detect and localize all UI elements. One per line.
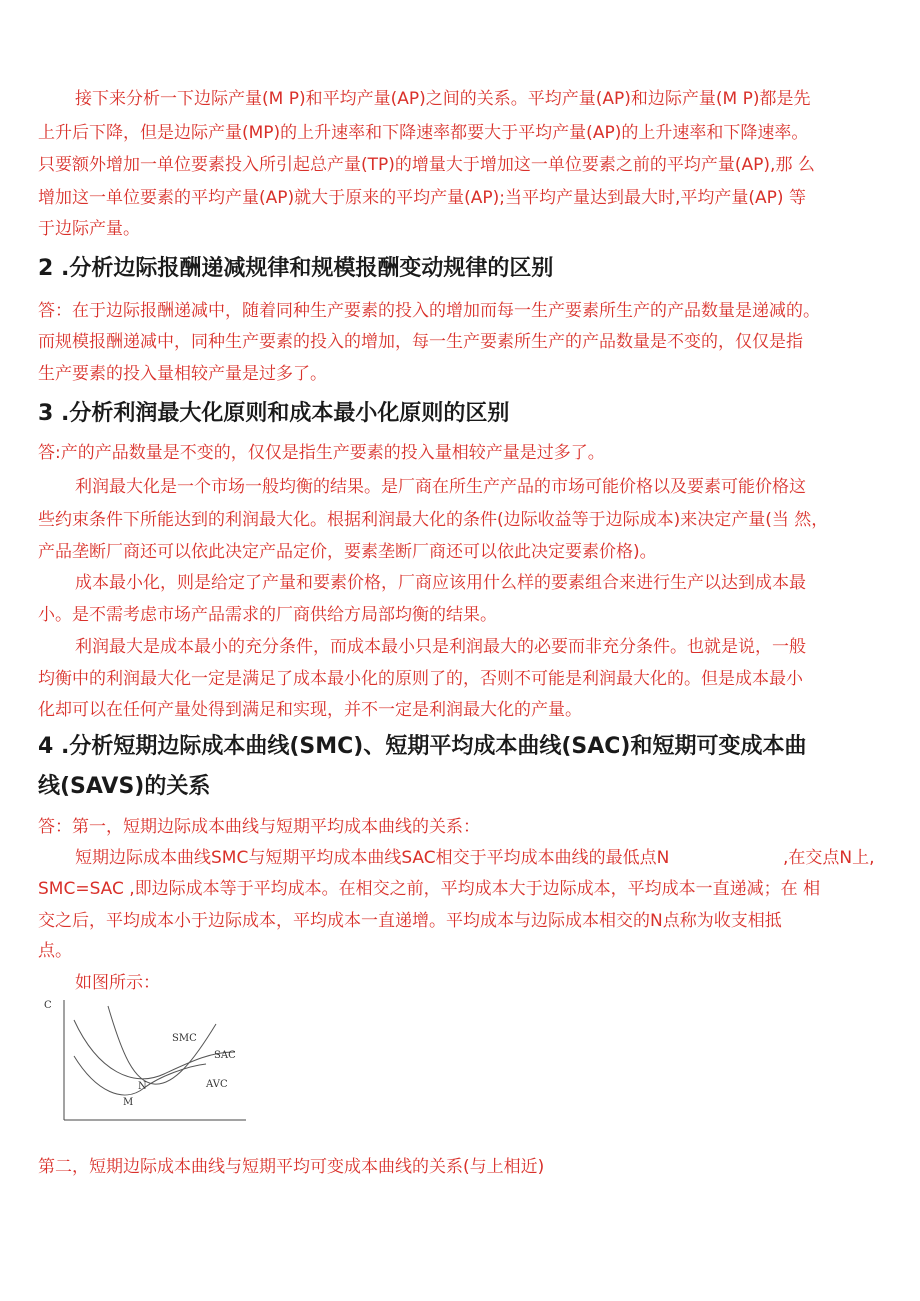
q3-answer: 答:产的产品数量是不变的，仅仅是指生产要素的投入量相较产量是过多了。 bbox=[38, 443, 605, 463]
q3-p3-line-3: 化却可以在任何产量处得到满足和实现，并不一定是利润最大化的产量。 bbox=[38, 700, 582, 720]
n-point-label: N bbox=[138, 1081, 147, 1092]
q2-answer-line-3: 生产要素的投入量相较产量是过多了。 bbox=[38, 364, 327, 384]
cost-curves-figure bbox=[38, 996, 248, 1126]
q3-p1-line-1: 利润最大化是一个市场一般均衡的结果。是厂商在所生产产品的市场可能价格以及要素可能价格这 bbox=[75, 477, 806, 497]
sac-curve bbox=[74, 1020, 234, 1079]
q4-heading-line-2: 线(SAVS)的关系 bbox=[38, 774, 211, 799]
q4-heading-line-1: 4 .分析短期边际成本曲线(SMC)、短期平均成本曲线(SAC)和短期可变成本曲 bbox=[38, 734, 807, 759]
q2-answer-line-1: 答：在于边际报酬递减中，随着同种生产要素的投入的增加而每一生产要素所生产的产品数量是递减的。 bbox=[38, 301, 820, 321]
smc-curve bbox=[108, 1006, 216, 1084]
q3-p3-line-1: 利润最大是成本最小的充分条件，而成本最小只是利润最大的必要而非充分条件。也就是说，一般 bbox=[75, 637, 806, 657]
q3-p2-line-1: 成本最小化，则是给定了产量和要素价格，厂商应该用什么样的要素组合来进行生产以达到成本最 bbox=[75, 573, 806, 593]
q4-p1-line-3: 交之后，平均成本小于边际成本，平均成本一直递增。平均成本与边际成本相交的N点称为收支相抵 bbox=[38, 911, 782, 931]
q2-answer-line-2: 而规模报酬递减中，同种生产要素的投入的增加，每一生产要素所生产的产品数量是不变的，仅仅是指 bbox=[38, 332, 803, 352]
m-point-label: M bbox=[123, 1097, 134, 1108]
intro-line-5: 于边际产量。 bbox=[38, 219, 140, 239]
figure-caption: 如图所示： bbox=[75, 973, 160, 993]
q3-p1-line-2: 些约束条件下所能达到的利润最大化。根据利润最大化的条件(边际收益等于边际成本)来决定产量(当 然， bbox=[38, 510, 829, 530]
q4-p1-line-1b: ,在交点N上, bbox=[783, 848, 875, 868]
intro-line-2: 上升后下降，但是边际产量(MP)的上升速率和下降速率都要大于平均产量(AP)的上升速率和下降速率。 bbox=[38, 123, 809, 143]
q3-p2-line-2: 小。是不需考虑市场产品需求的厂商供给方局部均衡的结果。 bbox=[38, 605, 497, 625]
smc-label: SMC bbox=[172, 1033, 197, 1044]
intro-line-4: 增加这一单位要素的平均产量(AP)就大于原来的平均产量(AP);当平均产量达到最大时,平均产量(AP) 等 bbox=[38, 188, 806, 208]
q3-p1-line-3: 产品垄断厂商还可以依此决定产品定价，要素垄断厂商还可以依此决定要素价格)。 bbox=[38, 542, 657, 562]
q4-p1-line-2: SMC=SAC ,即边际成本等于平均成本。在相交之前，平均成本大于边际成本，平均成本一直递减；在 相 bbox=[38, 879, 821, 899]
q4-p1-line-4: 点。 bbox=[38, 941, 72, 961]
q3-heading: 3 .分析利润最大化原则和成本最小化原则的区别 bbox=[38, 401, 510, 426]
intro-line-1: 接下来分析一下边际产量(M P)和平均产量(AP)之间的关系。平均产量(AP)和边际产量(M P)都是先 bbox=[75, 89, 811, 109]
q4-second: 第二，短期边际成本曲线与短期平均可变成本曲线的关系(与上相近) bbox=[38, 1157, 545, 1177]
q4-p1-line-1a: 短期边际成本曲线SMC与短期平均成本曲线SAC相交于平均成本曲线的最低点N bbox=[75, 848, 670, 868]
avc-label: AVC bbox=[206, 1079, 228, 1090]
intro-line-3: 只要额外增加一单位要素投入所引起总产量(TP)的增量大于增加这一单位要素之前的平均产量(AP),那 么 bbox=[38, 155, 815, 175]
q3-p3-line-2: 均衡中的利润最大化一定是满足了成本最小化的原则了的，否则不可能是利润最大化的。但是成本最小 bbox=[38, 669, 803, 689]
q4-answer: 答：第一，短期边际成本曲线与短期平均成本曲线的关系： bbox=[38, 817, 480, 837]
q2-heading: 2 .分析边际报酬递减规律和规模报酬变动规律的区别 bbox=[38, 256, 554, 281]
y-axis-label: C bbox=[44, 1000, 52, 1011]
sac-label: SAC bbox=[214, 1050, 236, 1061]
